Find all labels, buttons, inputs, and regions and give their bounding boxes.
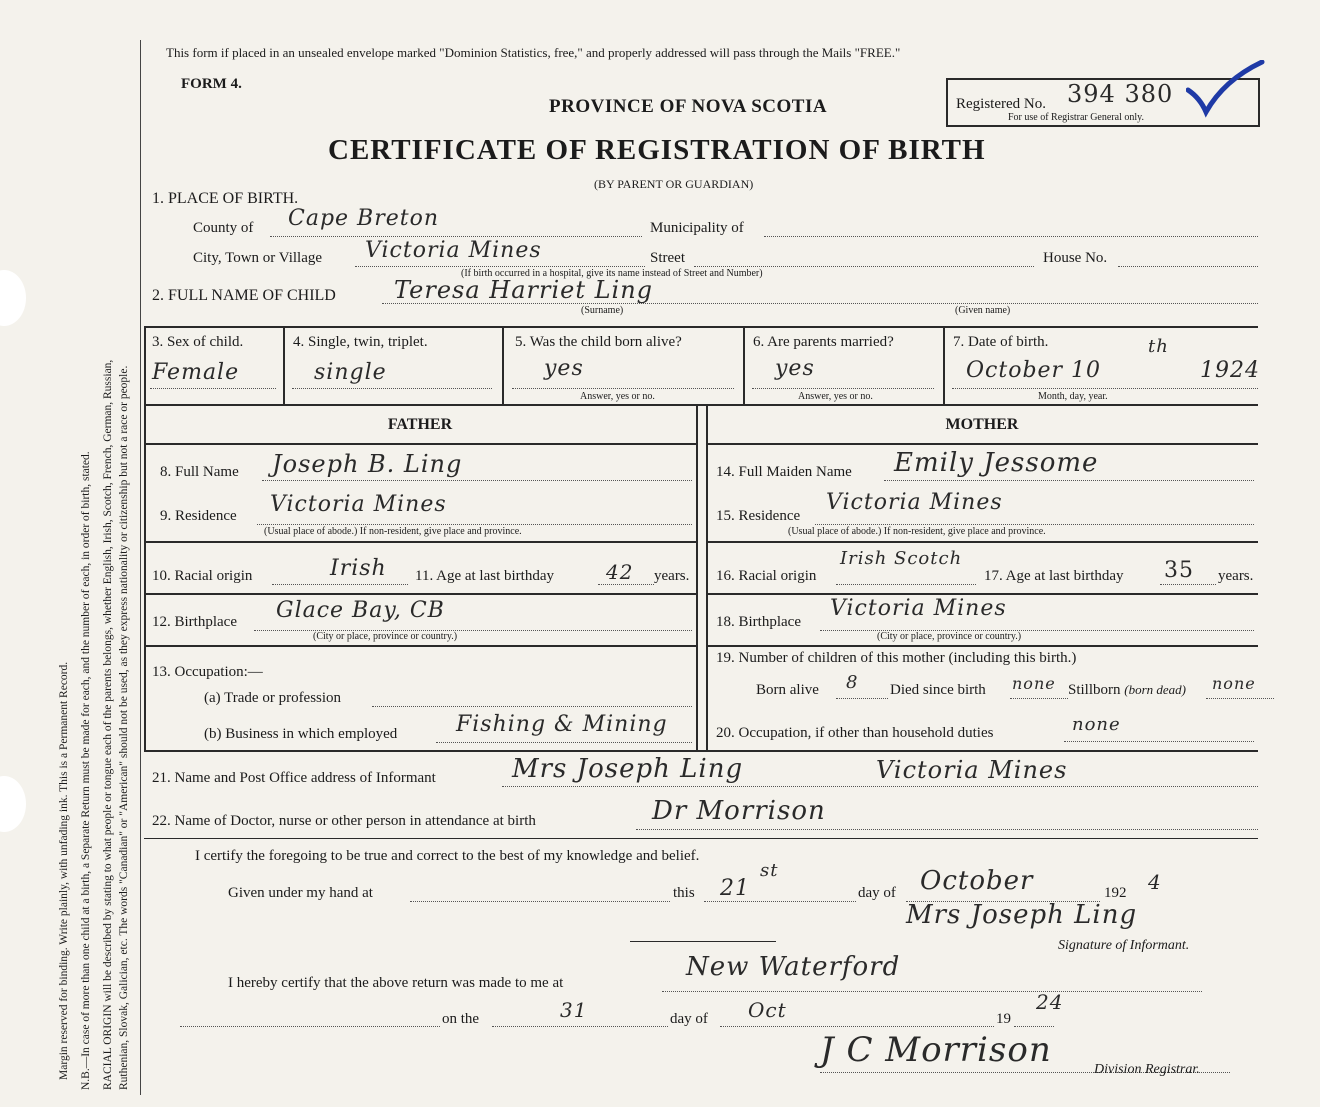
plurality-label: 4. Single, twin, triplet.: [293, 334, 428, 350]
registrar-place-value: New Waterford: [686, 952, 901, 982]
cert-year-value: 4: [1148, 870, 1162, 894]
place-of-birth-heading: 1. PLACE OF BIRTH.: [152, 190, 299, 207]
mother-birthplace-label: 18. Birthplace: [716, 614, 801, 630]
stillborn-label: Stillborn (born dead): [1068, 682, 1187, 698]
doctor-label: 22. Name of Doctor, nurse or other person in attendance at birth: [152, 813, 536, 829]
father-racial-label: 10. Racial origin: [152, 568, 253, 584]
cert-day-value: 21: [720, 876, 750, 901]
registrar-signature: J C Morrison: [820, 1030, 1052, 1070]
hospital-note: (If birth occurred in a hospital, give its name instead of Street and Number): [461, 268, 763, 279]
this-label: this: [673, 885, 695, 901]
father-residence-value: Victoria Mines: [270, 492, 447, 517]
father-birthplace-value: Glace Bay, CB: [276, 598, 445, 623]
registrar-on-the-label: on the: [442, 1011, 480, 1027]
dob-month-day: October 10: [966, 358, 1102, 383]
registrar-signature-label: Division Registrar.: [1094, 1062, 1200, 1077]
married-answer-note: Answer, yes or no.: [798, 391, 873, 402]
father-years: years.: [654, 568, 690, 584]
mother-occupation-label: 20. Occupation, if other than household duties: [716, 725, 994, 741]
cert-month-value: October: [920, 866, 1034, 896]
father-residence-note: (Usual place of abode.) If non-resident, give place and province.: [264, 526, 522, 537]
mother-residence-value: Victoria Mines: [826, 490, 1003, 515]
cert-year-prefix: 192: [1104, 885, 1127, 901]
dob-year: 1924: [1200, 358, 1260, 383]
house-label: House No.: [1043, 250, 1108, 266]
cert-day-of-label: day of: [858, 885, 896, 901]
registrar-year-value: 24: [1036, 990, 1064, 1014]
father-occupation-label: 13. Occupation:—: [152, 664, 263, 680]
dob-suffix: th: [1148, 336, 1169, 357]
binding-note: Margin reserved for binding. Write plainly, with unfading ink. This is a Permanent Record.: [58, 661, 70, 1080]
mother-age-label: 17. Age at last birthday: [984, 568, 1124, 584]
cert-day-suffix: st: [760, 860, 779, 881]
certify-statement: I certify the foregoing to be true and correct to the best of my knowledge and belief.: [195, 848, 700, 864]
street-label: Street: [650, 250, 685, 266]
dob-label: 7. Date of birth.: [953, 334, 1049, 350]
plurality-value: single: [314, 360, 387, 385]
county-value: Cape Breton: [288, 206, 440, 231]
page-subtitle: (BY PARENT OR GUARDIAN): [594, 177, 754, 191]
father-racial-value: Irish: [330, 556, 387, 581]
registered-number: 394 380: [1067, 80, 1174, 108]
informant-signature-label: Signature of Informant.: [1058, 938, 1190, 953]
alive-answer-note: Answer, yes or no.: [580, 391, 655, 402]
racial-note-2: Ruthenian, Slovak, Galician, etc. The words "Canadian" or "American" should not be used, as they express nationality or citizenship but not a race or people.: [118, 365, 130, 1090]
business-label: (b) Business in which employed: [204, 726, 398, 742]
father-birthplace-note: (City or place, province or country.): [313, 631, 458, 642]
informant-label: 21. Name and Post Office address of Informant: [152, 770, 436, 786]
municipality-label: Municipality of: [650, 220, 744, 236]
born-alive-value: 8: [846, 672, 859, 693]
father-residence-label: 9. Residence: [160, 508, 237, 524]
province-title: PROVINCE OF NOVA SCOTIA: [549, 96, 828, 117]
informant-name-value: Mrs Joseph Ling: [512, 754, 744, 784]
registrar-statement: I hereby certify that the above return was made to me at: [228, 975, 564, 991]
died-label: Died since birth: [890, 682, 986, 698]
mother-occupation-value: none: [1072, 714, 1121, 735]
mother-birthplace-note: (City or place, province or country.): [877, 631, 1022, 642]
trade-label: (a) Trade or profession: [204, 690, 342, 706]
mother-racial-value: Irish Scotch: [840, 548, 963, 569]
county-label: County of: [193, 220, 254, 236]
child-name-value: Teresa Harriet Ling: [394, 276, 654, 304]
married-value: yes: [775, 356, 815, 381]
father-heading: FATHER: [387, 416, 453, 433]
stillborn-value: none: [1212, 674, 1256, 693]
nb-note: N.B.—In case of more than one child at a birth, a Separate Return must be made for each, and the number of each, in order of birth, stated.: [80, 451, 92, 1090]
business-value: Fishing & Mining: [456, 712, 668, 737]
registered-label: Registered No.: [956, 96, 1046, 112]
mail-notice: This form if placed in an unsealed envelope marked "Dominion Statistics, free," and properly addressed will pass through the Mails "FREE.": [166, 45, 901, 60]
alive-value: yes: [544, 356, 584, 381]
father-age-label: 11. Age at last birthday: [415, 568, 554, 584]
registrar-day-value: 31: [560, 998, 588, 1022]
racial-note-1: RACIAL ORIGIN will be described by stating to what people or tongue each of the parents belongs, whether English, Irish, Scotch, French, German, Russian,: [102, 359, 114, 1090]
city-value: Victoria Mines: [365, 238, 542, 263]
child-name-label: 2. FULL NAME OF CHILD: [152, 287, 336, 304]
informant-address-value: Victoria Mines: [876, 756, 1068, 784]
mother-name-value: Emily Jessome: [894, 448, 1099, 478]
city-label: City, Town or Village: [193, 250, 323, 266]
punch-hole-top: [0, 270, 26, 326]
dob-note: Month, day, year.: [1038, 391, 1108, 402]
died-value: none: [1012, 674, 1056, 693]
punch-hole-bottom: [0, 776, 26, 832]
married-label: 6. Are parents married?: [753, 334, 894, 350]
mother-birthplace-value: Victoria Mines: [830, 596, 1007, 621]
page-title: CERTIFICATE OF REGISTRATION OF BIRTH: [328, 134, 986, 166]
sex-label: 3. Sex of child.: [152, 334, 244, 350]
surname-note: (Surname): [581, 305, 624, 316]
registrar-year-prefix: 19: [996, 1011, 1011, 1027]
mother-heading: MOTHER: [945, 416, 1019, 433]
sex-value: Female: [152, 360, 240, 385]
given-label: Given under my hand at: [228, 885, 373, 901]
father-name-label: 8. Full Name: [160, 464, 239, 480]
mother-residence-label: 15. Residence: [716, 508, 801, 524]
mother-residence-note: (Usual place of abode.) If non-resident, give place and province.: [788, 526, 1046, 537]
children-label: 19. Number of children of this mother (including this birth.): [716, 650, 1077, 666]
born-alive-label: Born alive: [756, 682, 819, 698]
form-number: FORM 4.: [181, 76, 242, 92]
registrar-month-value: Oct: [748, 998, 787, 1022]
informant-signature: Mrs Joseph Ling: [906, 900, 1138, 930]
alive-label: 5. Was the child born alive?: [515, 334, 682, 350]
mother-racial-label: 16. Racial origin: [716, 568, 817, 584]
father-name-value: Joseph B. Ling: [272, 450, 463, 478]
check-mark-icon: [1186, 60, 1266, 120]
registrar-note: For use of Registrar General only.: [1008, 112, 1144, 123]
margin-line: [140, 40, 141, 1095]
doctor-value: Dr Morrison: [652, 796, 826, 826]
registrar-day-of-label: day of: [670, 1011, 708, 1027]
given-name-note: (Given name): [955, 305, 1011, 316]
father-birthplace-label: 12. Birthplace: [152, 614, 237, 630]
mother-years: years.: [1218, 568, 1254, 584]
father-age-value: 42: [606, 560, 634, 584]
mother-age-value: 35: [1164, 558, 1194, 583]
mother-name-label: 14. Full Maiden Name: [716, 464, 852, 480]
